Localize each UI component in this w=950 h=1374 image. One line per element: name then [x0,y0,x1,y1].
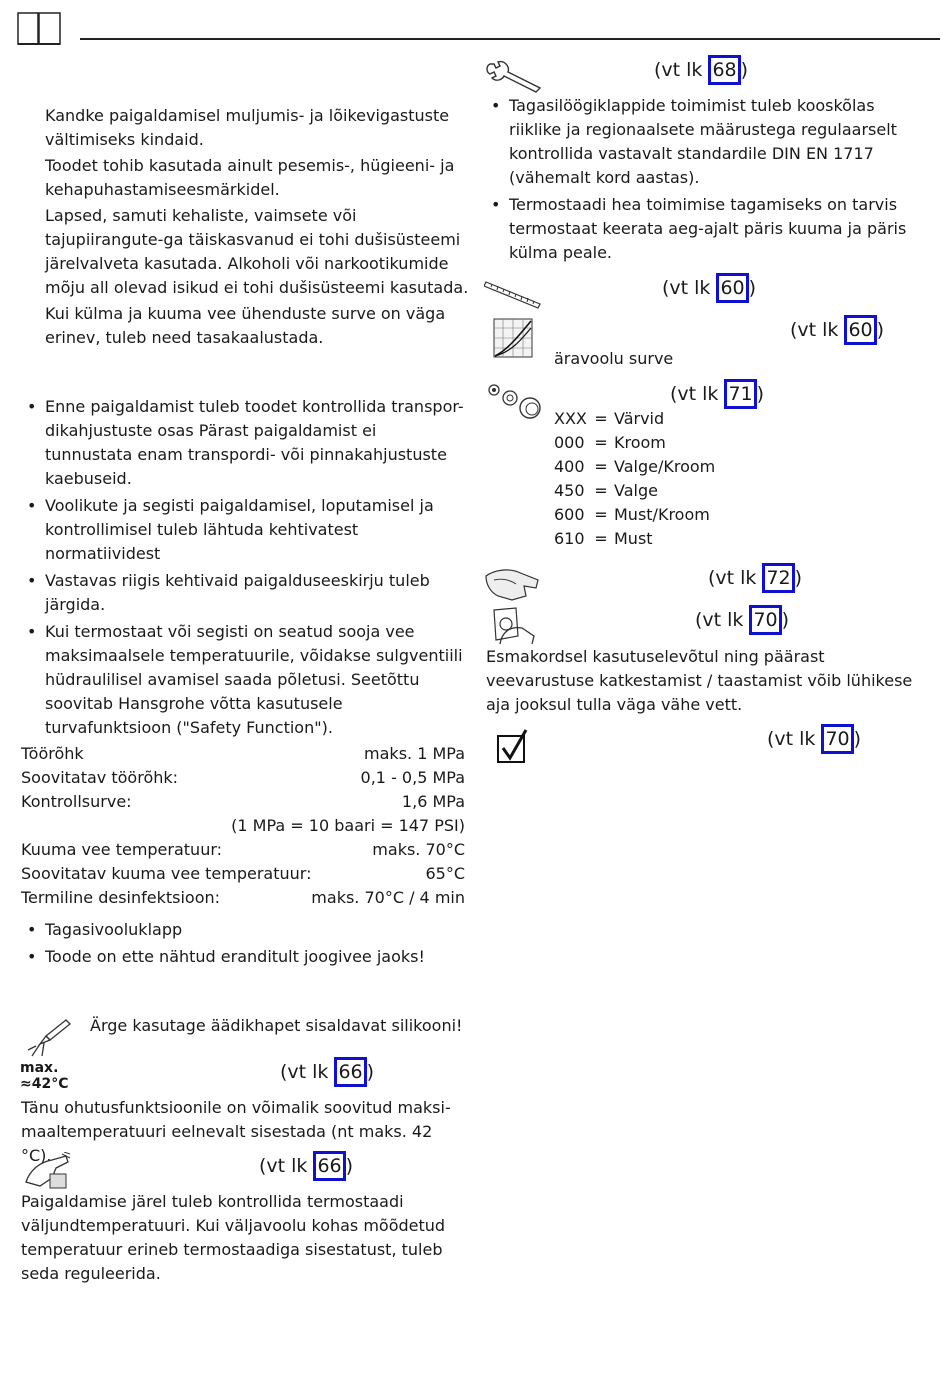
install-bullets [21,395,466,740]
list-item: • Kui termostaat või segisti on seatud sooja vee maksimaalsele temperatuurile, võidakse sulgventiili hüdraulilisel avamisel saada põletusi. Seetõttu soovitab Hansgrohe võtta kasutusele turvafunktsioon ("Safety Function"). [21,620,466,740]
cleaning-hand-icon [484,566,542,602]
list-item: • Tagasivooluklapp [21,918,466,942]
page-link[interactable]: 71 [724,379,756,409]
page-reference: (vt lk 72 ) [708,563,802,593]
adjust-text: Paigaldamise järel tuleb kontrollida termostaadi väljundtemperatuuri. Kui väljavoolu kohas mõõdetud temperatuur erineb termostaadiga sisestatust, tuleb seda reguleerida. [21,1192,446,1283]
list-item: • Enne paigaldamist tuleb toodet kontrollida transpor-dikahjustuste osas Pärast paigaldamist ei tunnustata enam transpordi- või pinnakahjustuste kaebuseid. [21,395,466,491]
wrench-icon [484,58,542,94]
header-rule [80,38,940,40]
page-link[interactable]: 70 [821,724,853,754]
page-link[interactable]: 66 [334,1057,366,1087]
list-item: • Toode on ette nähtud eranditult joogivee jaoks! [21,945,466,969]
tech-data-table [21,742,465,910]
service-bullets [485,94,930,265]
page-reference: (vt lk 60 ) [662,273,756,303]
list-item: 000 = Kroom [554,433,666,452]
table-row: Termiline desinfektsioon: maks. 70°C / 4 min [21,888,465,907]
table-row: Töörõhk maks. 1 MPa [21,744,465,763]
page-link[interactable]: 66 [313,1151,345,1181]
flow-caption: äravoolu surve [554,349,674,368]
list-item: • Vastavas riigis kehtivaid paigalduseeskirju tuleb järgida. [21,569,466,617]
operation-hand-icon [488,606,538,646]
page-link[interactable]: 68 [708,55,740,85]
color-list [554,407,715,551]
list-item: 610 = Must [554,529,653,548]
page-reference: (vt lk 66 ) [259,1151,353,1181]
page-reference: (vt lk 68 ) [654,55,748,85]
page-reference: (vt lk 66 ) [280,1057,374,1087]
max-temp-label: max. ≈42°C [20,1060,69,1092]
safety-section [45,104,470,350]
list-item: 400 = Valge/Kroom [554,457,716,476]
list-item: • Voolikute ja segisti paigaldamisel, loputamisel ja kontrollimisel tuleb lähtuda kehtivatest normatiividest [21,494,466,566]
table-row: Soovitatav kuuma vee temperatuur: 65°C [21,864,465,883]
page-link[interactable]: 60 [844,315,876,345]
table-row: (1 MPa = 10 baari = 147 PSI) [231,816,465,835]
safety-paragraph: Kandke paigaldamisel muljumis- ja lõikevigastuste vältimiseks kindaid. [45,106,450,149]
ruler-icon [484,278,542,310]
silicone-warning: Ärge kasutage äädikhapet sisaldavat silikooni! [90,1016,463,1035]
list-item: • Termostaadi hea toimimise tagamiseks on tarvis termostaat keerata aeg-ajalt päris kuuma ja päris külma peale. [485,193,930,265]
operation-text: Esmakordsel kasutuselevõtul ning päärast veevarustuse katkestamist / taastamist võib lühikese aja jooksul tulla väga vähe vett. [486,647,913,714]
list-item: 600 = Must/Kroom [554,505,710,524]
safety-function-text: Tänu ohutusfunktsioonile on võimalik soovitud maksi-maaltemperatuuri eelnevalt sisestada (nt maks. 42 °C). [21,1098,451,1165]
safety-paragraph: Kui külma ja kuuma vee ühenduste surve on väga erinev, tuleb need tasakaalustada. [45,304,446,347]
list-item: 450 = Valge [554,481,658,500]
page-reference: (vt lk 60 ) [790,315,884,345]
table-row: Kuuma vee temperatuur: maks. 70°C [21,840,465,859]
color-parts-icon [486,382,544,422]
page-reference: (vt lk 70 ) [767,724,861,754]
page-link[interactable]: 72 [762,563,794,593]
page-link[interactable]: 70 [749,605,781,635]
safety-paragraph: Lapsed, samuti kehaliste, vaimsete või tajupiirangute-ga täiskasvanud ei tohi dušisüsteemi järelvalveta kasutada. Alkoholi või narkootikumide mõju all olevad isikud ei tohi dušisüsteemi kasutada. [45,206,469,297]
page-link[interactable]: 60 [716,273,748,303]
tech-bullets [21,918,466,969]
silicone-gun-icon [26,1016,72,1058]
safety-paragraph: Toodet tohib kasutada ainult pesemis-, hügieeni- ja kehapuhastamiseesmärkidel. [45,156,455,199]
page-reference: (vt lk 71 ) [670,379,764,409]
manual-book-icon [16,10,62,46]
table-row: Kontrollsurve: 1,6 MPa [21,792,465,811]
table-row: Soovitatav töörõhk: 0,1 - 0,5 MPa [21,768,465,787]
list-item: XXX = Värvid [554,409,665,428]
checkbox-check-icon [496,728,530,766]
flow-diagram-icon [493,318,533,358]
page-reference: (vt lk 70 ) [695,605,789,635]
thermometer-hand-icon [22,1152,72,1190]
list-item: • Tagasilöögiklappide toimimist tuleb kooskõlas riiklike ja regionaalsete määrustega regulaarselt kontrollida vastavalt standardile DIN EN 1717 (vähemalt kord aastas). [485,94,930,190]
